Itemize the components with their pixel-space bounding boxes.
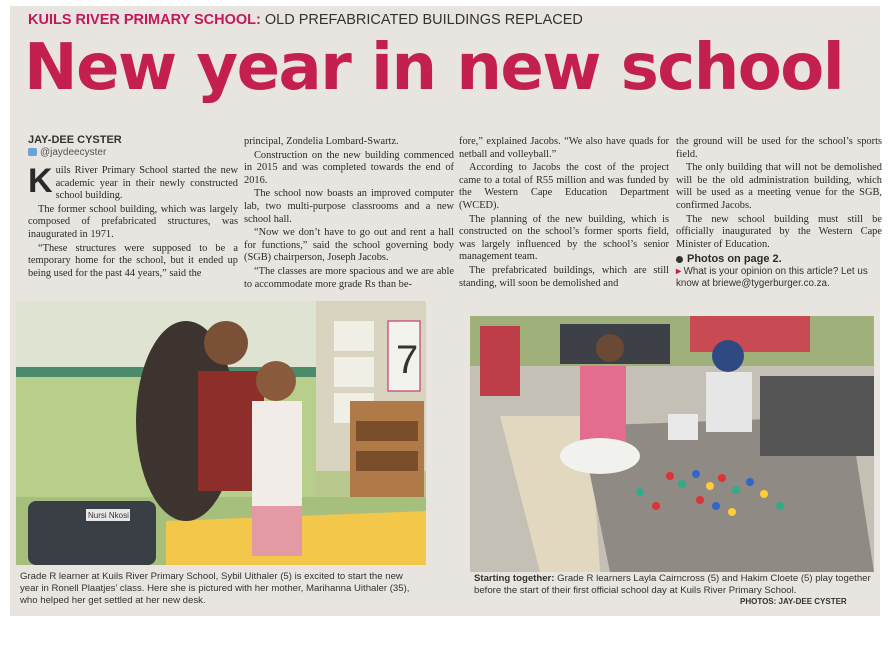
photo-1-illustration	[16, 301, 426, 565]
paragraph: The only building that will not be demolished will be the old administration building, which will be used as a meeting venue for the SGB, confirmed Jacobs.	[676, 162, 882, 211]
handle-text: @jaydeecyster	[40, 147, 107, 158]
photo-credit: PHOTOS: JAY-DEE CYSTER	[740, 597, 847, 606]
paragraph: The prefabricated buildings, which are still standing, will soon be demolished and	[459, 264, 669, 289]
kicker-topic: OLD PREFABRICATED BUILDINGS REPLACED	[264, 12, 583, 28]
article-column-1	[28, 162, 238, 281]
paragraph: the ground will be used for the school’s sports field.	[676, 136, 882, 160]
paragraph: Kuils River Primary School started the new academic year in their newly constructed school building.	[28, 162, 238, 202]
dropcap: K	[28, 162, 53, 200]
opinion-prompt: ▸ What is your opinion on this article? Let us know at briewe@tygerburger.co.za.	[676, 265, 868, 289]
paragraph: The school now boasts an improved computer lab, two multi-purpose classrooms and a new school hall.	[244, 188, 454, 225]
photo-2-caption	[474, 573, 874, 597]
caption-text: Grade R learners Layla Cairncross (5) and Hakim Cloete (5) play together before the start of their first official school day at Kuils River Primary School.	[474, 573, 871, 596]
photo-2-illustration	[470, 316, 874, 572]
paragraph: principal, Zondelia Lombard-Swartz.	[244, 136, 399, 147]
photos-note: Photos on page 2.	[676, 253, 882, 266]
article-column-3	[459, 136, 669, 291]
paragraph: “The classes are more spacious and we are able to accommodate more grade Rs than be-	[244, 265, 454, 290]
desk-label: Nursi Nkosi	[88, 511, 129, 520]
paragraph: The planning of the new building, which is constructed on the school’s former sports field, was largely influenced by the school’s senior management team.	[459, 213, 669, 263]
headline: New year in new school	[24, 31, 844, 105]
kicker-school: KUILS RIVER PRIMARY SCHOOL:	[28, 12, 261, 28]
paragraph: “Now we don’t have to go out and rent a hall for functions,” said the school governing body (SGB) chairperson, Joseph Jacobs.	[244, 227, 454, 264]
arrow-icon: ▸	[676, 265, 681, 277]
byline-author: JAY-DEE CYSTER	[28, 134, 122, 146]
paragraph: The former school building, which was largely composed of prefabricated structures, was inaugurated in 1971.	[28, 203, 238, 240]
kicker	[28, 12, 583, 28]
photo-children-playing	[470, 316, 874, 572]
article-column-2	[244, 136, 454, 292]
article-column-4	[676, 136, 882, 290]
paragraph: “These structures were supposed to be a temporary home for the school, but it ended up being used for the past 44 years,” said the	[28, 242, 238, 279]
svg-text:7: 7	[396, 338, 419, 382]
byline-handle	[28, 147, 106, 158]
caption-lead: Starting together:	[474, 573, 555, 584]
paragraph: fore,” explained Jacobs. “We also have quads for netball and volleyball.”	[459, 136, 669, 160]
photo-1-caption: Grade R learner at Kuils River Primary School, Sybil Uithaler (5) is excited to start the new year in Ronell Plaatjes’ class. Here she is pictured with her mother, Marihanna Uithaler (35), who helped her get settled at her new desk.	[20, 571, 410, 606]
paragraph: According to Jacobs the cost of the project came to a total of R55 million and was funded by the Western Cape Education Department (WCED).	[459, 162, 669, 211]
bullet-icon	[676, 256, 683, 263]
twitter-icon	[28, 148, 37, 156]
paragraph: The new school building must still be officially inaugurated by the Western Cape Minister of Education.	[676, 213, 882, 250]
photo-mother-daughter	[16, 301, 426, 565]
paragraph: Construction on the new building commenced in 2015 and was completed towards the end of 2016.	[244, 149, 454, 186]
